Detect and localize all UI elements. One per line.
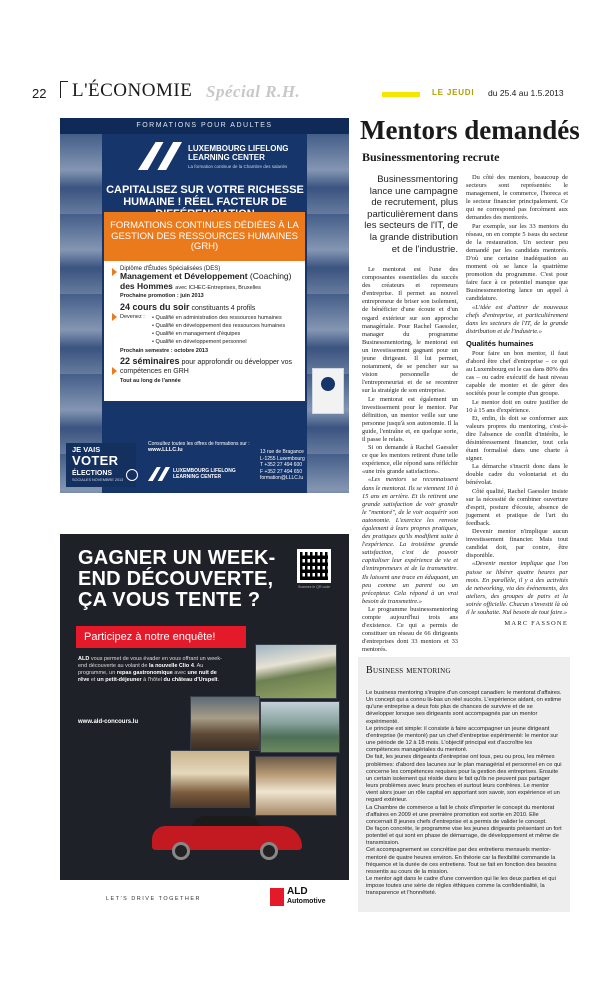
ald-brand-sub: Automotive — [287, 898, 326, 905]
profile-item: • Qualifié en administration des ressources humaines — [152, 314, 299, 322]
issue-date: du 25.4 au 1.5.2013 — [488, 88, 564, 98]
box-paragraph: Cet accompagnement se concrétise par des entretiens mensuels mentor-mentoré de quatre heures environ. En théorie car la flexibilité commande la fréquence et la durée de ces entretiens. Tout se fait en fonction des besoins ressentis au cours de la mission. — [366, 847, 557, 875]
all-year: Tout au long de l'année — [120, 378, 181, 384]
paragraph: Du côté des mentors, beaucoup de secteurs sont représentés: le management, le commerce, l'horeca et le secteur financier principalement. Ce qui ne correspond pas forcément aux demandes des mentorés. — [466, 174, 568, 222]
address-line: 13 rue de Bragance — [260, 449, 304, 455]
paragraph: Le mentorat est l'une des composantes essentielles du succès des créateurs et repreneurs d'entreprise. Il permet au nouvel entrepreneur de briser son isolement, de bénéficier d'une écoute et d'un regard extérieur sur son approche managériale. Pour Rachel Gaessler, manager du programme Businessmentoring, le mentorat est un investissement gagnant pour un jeune dirigeant. Il lui permet, notamment, de se pencher sur sa vision personnelle de l'entrepreneuriat et de se recentrer sur la stratégie de son entreprise. — [362, 266, 458, 395]
body-part: la nouvelle Clio 4 — [148, 663, 194, 669]
paragraph: Pour faire un bon mentor, il faut d'abord être chef d'entreprise – ce qui au Luxembourg est le cas dans 80% des cas – ou cadre exécutif de haut niveau capable de monter et de gérer des sociétés pour le compte d'un groupe. — [466, 349, 568, 398]
address-line: L-1255 Luxembourg — [260, 455, 305, 462]
ald-brand: ALD — [287, 886, 308, 897]
lllc-logo-icon — [138, 142, 182, 170]
paragraph: Et, enfin, ils doit se conformer aux valeurs propres du mentoring, c'est-à-dire l'absence de conflit d'intérêts, le désintéressement financier, tout cela étant formalisé dans une charte à signer. — [466, 414, 568, 463]
ad-kicker: FORMATIONS POUR ADULTES — [136, 122, 273, 129]
next-semester: Prochain semestre : octobre 2013 — [120, 348, 209, 354]
body-part: un petit-déjeuner — [96, 677, 142, 683]
paragraph: Le programme businessmentoring compte aujourd'hui trois ans d'existence. Ce qui a permis de constituer un réseau de 66 dirigeants d'entreprises dont 33 mentors et 33 mentorés. — [362, 605, 458, 654]
box-paragraph: De fait, les jeunes dirigeants d'entreprise ont tous, peu ou prou, les mêmes problèmes: d'abord des lacunes sur le plan managérial et personnel en ce qui concerne les compétences requises pour la gestion des entreprises. Ensuite un certain isolement qui réside dans le fait qu'ils ne peuvent pas partager leurs problèmes avec leurs proches et surtout leurs confrères. Le mentor vient alors jouer un rôle capital en apportant son savoir, son expérience et un regard extérieur. — [366, 754, 562, 804]
article-column-2 — [466, 174, 568, 628]
box-paragraph: Le business mentoring s'inspire d'un concept canadien: le mentorat d'affaires. Un concept qui a connu là-bas un réel succès. L'expérience aidant, on estime qu'une entreprise a deux fois plus de chances de survivre et de se développer lorsque ses dirigeants sont accompagnés par un mentor expérimenté. — [366, 690, 562, 725]
program-name-bold: Management et Développement — [120, 271, 248, 281]
quote: «L'idée est d'attirer de nouveaux chefs d'entreprise, et particulièrement dans les secteurs de l'IT, de la grande distribution et de l'industrie.» — [466, 303, 568, 335]
ad-headline: CAPITALISEZ SUR VOTRE RICHESSE HUMAINE ! RÉEL FACTEUR DE — [106, 184, 304, 208]
body-part: à l'hôtel — [141, 677, 164, 683]
section-title: L'ÉCONOMIE — [72, 80, 193, 101]
body-part: . — [217, 677, 220, 683]
lllc-org-name: LUXEMBOURG LIFELONG LEARNING CENTER — [188, 144, 289, 162]
body-part: vous permet de vous évader en vous offrant un week-end découverte au volant de — [78, 656, 222, 669]
page-number: 22 — [32, 86, 47, 101]
paragraph: Le mentorat est également un investissement pour le mentor. Par définition, un mentor veille sur une personne jusqu'à son autonomie. Il la guide, l'entraîne et, en quelque sorte, il passe le relais. — [362, 395, 458, 443]
courses-rest: constituants 4 profils — [191, 305, 256, 312]
header-yellow-bar — [382, 92, 420, 97]
car-wheel-icon — [172, 842, 190, 860]
vote-main: VOTER — [72, 453, 119, 468]
lllc-logo-small-icon — [148, 467, 170, 481]
sidebar-box — [358, 657, 570, 912]
program-partner: avec ICHEC-Entreprises, Bruxelles — [175, 284, 261, 291]
subheading: Qualités humaines — [466, 338, 534, 348]
profiles-block — [120, 314, 299, 346]
ald-footer — [60, 880, 349, 914]
box-text — [366, 690, 562, 898]
orange-title-box — [104, 212, 305, 261]
program-name-rest: des Hommes — [120, 280, 173, 291]
body-part: repas gastronomique — [116, 670, 173, 676]
issue-day: LE JEUDI — [432, 88, 475, 97]
article-column-1 — [362, 266, 458, 655]
qr-caption: Scannez le QR code — [297, 585, 331, 589]
box-paragraph: Le principe est simple: il consiste à faire accompagner un jeune dirigeant d'entreprise (le mentoré) par un chef d'entreprise expérimenté: le mentor sur une période de 12 à 18 mois. L'objectif principal est d'accroître les compétences managériales du mentoré. — [366, 725, 559, 754]
bedroom-photo — [255, 756, 337, 816]
address-line: F +352 27 494 650 — [260, 468, 303, 475]
seminars-bold: 22 séminaires — [120, 356, 180, 366]
vote-top: JE VAIS — [72, 445, 101, 454]
paragraph: Si on demande à Rachel Gaessler ce que les mentors retirent d'une telle expérience, elle répond sans réfléchir «une très grande satisfaction». — [362, 444, 458, 476]
seminars-line — [120, 357, 299, 376]
ald-tagline: LET'S DRIVE TOGETHER — [106, 896, 202, 902]
body-part: ALD — [78, 656, 90, 662]
body-part: avec — [172, 670, 188, 676]
section-subtitle: Spécial R.H. — [206, 82, 301, 101]
ald-logo-icon — [270, 888, 284, 906]
lllc-advertisement — [60, 118, 349, 493]
address-line: T +352 27 494 600 — [260, 462, 303, 469]
page-header — [0, 0, 600, 112]
diploma-label: Diplôme d'Études Spécialisées (DES) — [120, 266, 221, 272]
orange-title: FORMATIONS CONTINUES DÉDIÉES À LA GESTION DES RESSOURCES HUMAINES (GRH) — [110, 220, 299, 252]
box-paragraph: De façon concrète, le programme vise les jeunes dirigeants présentant un fort potentiel et qui sont en phase de démarrage, de développement et même de transmission. — [366, 825, 562, 847]
paragraph: La démarche s'inscrit donc dans le double cadre du volontariat et du bénévolat. — [466, 463, 568, 487]
elections-sub: SOCIALES NOVEMBRE 2013 — [72, 478, 124, 482]
landscape-photo — [260, 701, 340, 753]
author-signature: MARC FASSONE — [504, 620, 568, 628]
lllc-org-name-small: LUXEMBOURG LIFELONG LEARNING CENTER — [173, 468, 236, 480]
program-name-italic: (Coaching) — [249, 271, 292, 281]
ald-headline: GAGNER UN WEEK-END DÉCOUVERTE, ÇA VOUS TENTE ? — [78, 547, 276, 611]
profile-item: • Qualifié en développement personnel — [152, 338, 299, 346]
survey-cta[interactable]: Participez à notre enquête! — [76, 626, 246, 648]
castle-photo — [255, 644, 337, 699]
profile-item: • Qualifié en développement des ressources humaines — [152, 322, 299, 330]
article-subtitle: Businessmentoring recrute — [362, 150, 500, 164]
box-paragraph: La Chambre de commerce a fait le choix d'importer le concept du mentorat d'affaires en 2009 et une première promotion est sortie en 2010. Elle concernait 8 jeunes chefs d'entreprise et a permis de valider le concept. — [366, 804, 555, 825]
courses-bold: 24 cours du soir — [120, 302, 190, 312]
consult-label: Consultez toutes les offres de formations sur : — [148, 441, 250, 447]
body-part: et — [89, 677, 97, 683]
lllc-website-link[interactable]: www.LLLC.lu — [148, 447, 183, 453]
body-part: une nuit de rêve — [78, 670, 217, 683]
program-name — [120, 272, 299, 293]
paragraph: Par exemple, sur les 33 mentors du réseau, on en compte 5 issus du secteur de la restauration. Un secteur peu demandé par les candidats mentorés. D'où une certaine inadéquation au moment où se lance la quatrième promotion du programme. C'est pour faire face à ce potentiel manque que Businessmentoring lance un appel à candidature. — [466, 222, 568, 303]
next-promotion: Prochaine promotion : juin 2013 — [120, 293, 204, 299]
consult-text — [148, 441, 258, 453]
paragraph: Devenir mentor n'implique aucun investissement financier. Mais tout candidat doit, par contre, être disponible. — [466, 528, 568, 560]
dining-photo — [190, 696, 260, 751]
devenez-label: Devenez : — [120, 314, 145, 320]
body-part: du château d'Urspelt — [163, 677, 218, 683]
arrow-bullet-icon — [112, 313, 117, 321]
box-title: Business mentoring — [366, 665, 451, 676]
courses-line — [120, 302, 299, 312]
lllc-address — [260, 449, 305, 482]
program-details-box — [104, 261, 305, 401]
certification-seal-icon — [312, 368, 344, 414]
ald-contest-link[interactable]: www.ald-concours.lu — [78, 719, 139, 725]
ald-body-text — [78, 656, 228, 684]
article-title: Mentors demandés — [360, 115, 580, 145]
hall-photo — [170, 750, 250, 808]
car-illustration — [152, 816, 302, 858]
arrow-bullet-icon — [112, 268, 117, 276]
address-email[interactable]: formation@LLLC.lu — [260, 475, 304, 482]
car-wheel-icon — [260, 842, 278, 860]
body-part: . Au programme, un — [78, 663, 204, 676]
portrait-strip-right — [307, 134, 349, 493]
arrow-bullet-icon — [112, 367, 117, 375]
profile-item: • Qualifié en management d'équipes — [152, 330, 299, 338]
seminars-rest: pour approfondir ou développer vos compétences en GRH — [120, 359, 293, 375]
quote: «Les mentors se reconnaissent dans le mentorat. Ils se viennent 10 à 15 ans en arrière. Et ils retirent une grande satisfaction de voir grandir le "mentoré", de le voir acquérir son autonomie. L'exercice les renvoie également à leurs propres pratiques, des pratiques qu'ils modifient suite à l'expérience. La troisième grande satisfaction, c'est de pouvoir capitaliser leur expérience de vie et d'entrepreneurs et de la transmettre. Ils laissent une trace en éduquant, un peu comme un parent ou un précepteur. Cela répond à un vrai besoin de transmettre.» — [362, 476, 458, 605]
profiles-list — [152, 314, 299, 346]
header-bracket — [60, 81, 68, 98]
article-lead: Businessmentoring lance une campagne de recrutement, plus particulièrement dans les secteurs de l'IT, de la grande distribution et de l'industrie. — [364, 174, 458, 255]
box-paragraph: Le mentor agit dans le cadre d'une convention qui lie les deux parties et qui impose toutes une série de règles éthiques comme la confidentialité, la transparence et l'honnêteté. — [366, 876, 556, 897]
portrait-strip-left — [60, 134, 102, 493]
qr-code-icon[interactable] — [297, 549, 331, 583]
vote-badge — [66, 443, 136, 487]
ald-advertisement — [60, 534, 349, 914]
paragraph: Côté qualité, Rachel Gaessler insiste sur la nécessité de combiner ouverture d'esprit, posture d'écoute, absence de jugement et pratique de l'art du feedback. — [466, 487, 568, 527]
paragraph: Le mentor doit en outre justifier de 10 à 15 ans d'expérience. — [466, 398, 568, 414]
check-circle-icon — [126, 469, 138, 481]
lllc-org-tagline: La formation continue de la Chambre des salariés — [188, 164, 288, 169]
elections-label: ÉLECTIONS — [72, 470, 113, 477]
quote: «Devenir mentor implique que l'on puisse se libérer quatre heures par mois. En parallèle, il y a des activités de networking, via des événements, des ateliers, des groupes de pairs et la soirée officielle. Chacun s'investit là où il le souhaite. Nul besoin de tout faire.» — [466, 560, 568, 616]
